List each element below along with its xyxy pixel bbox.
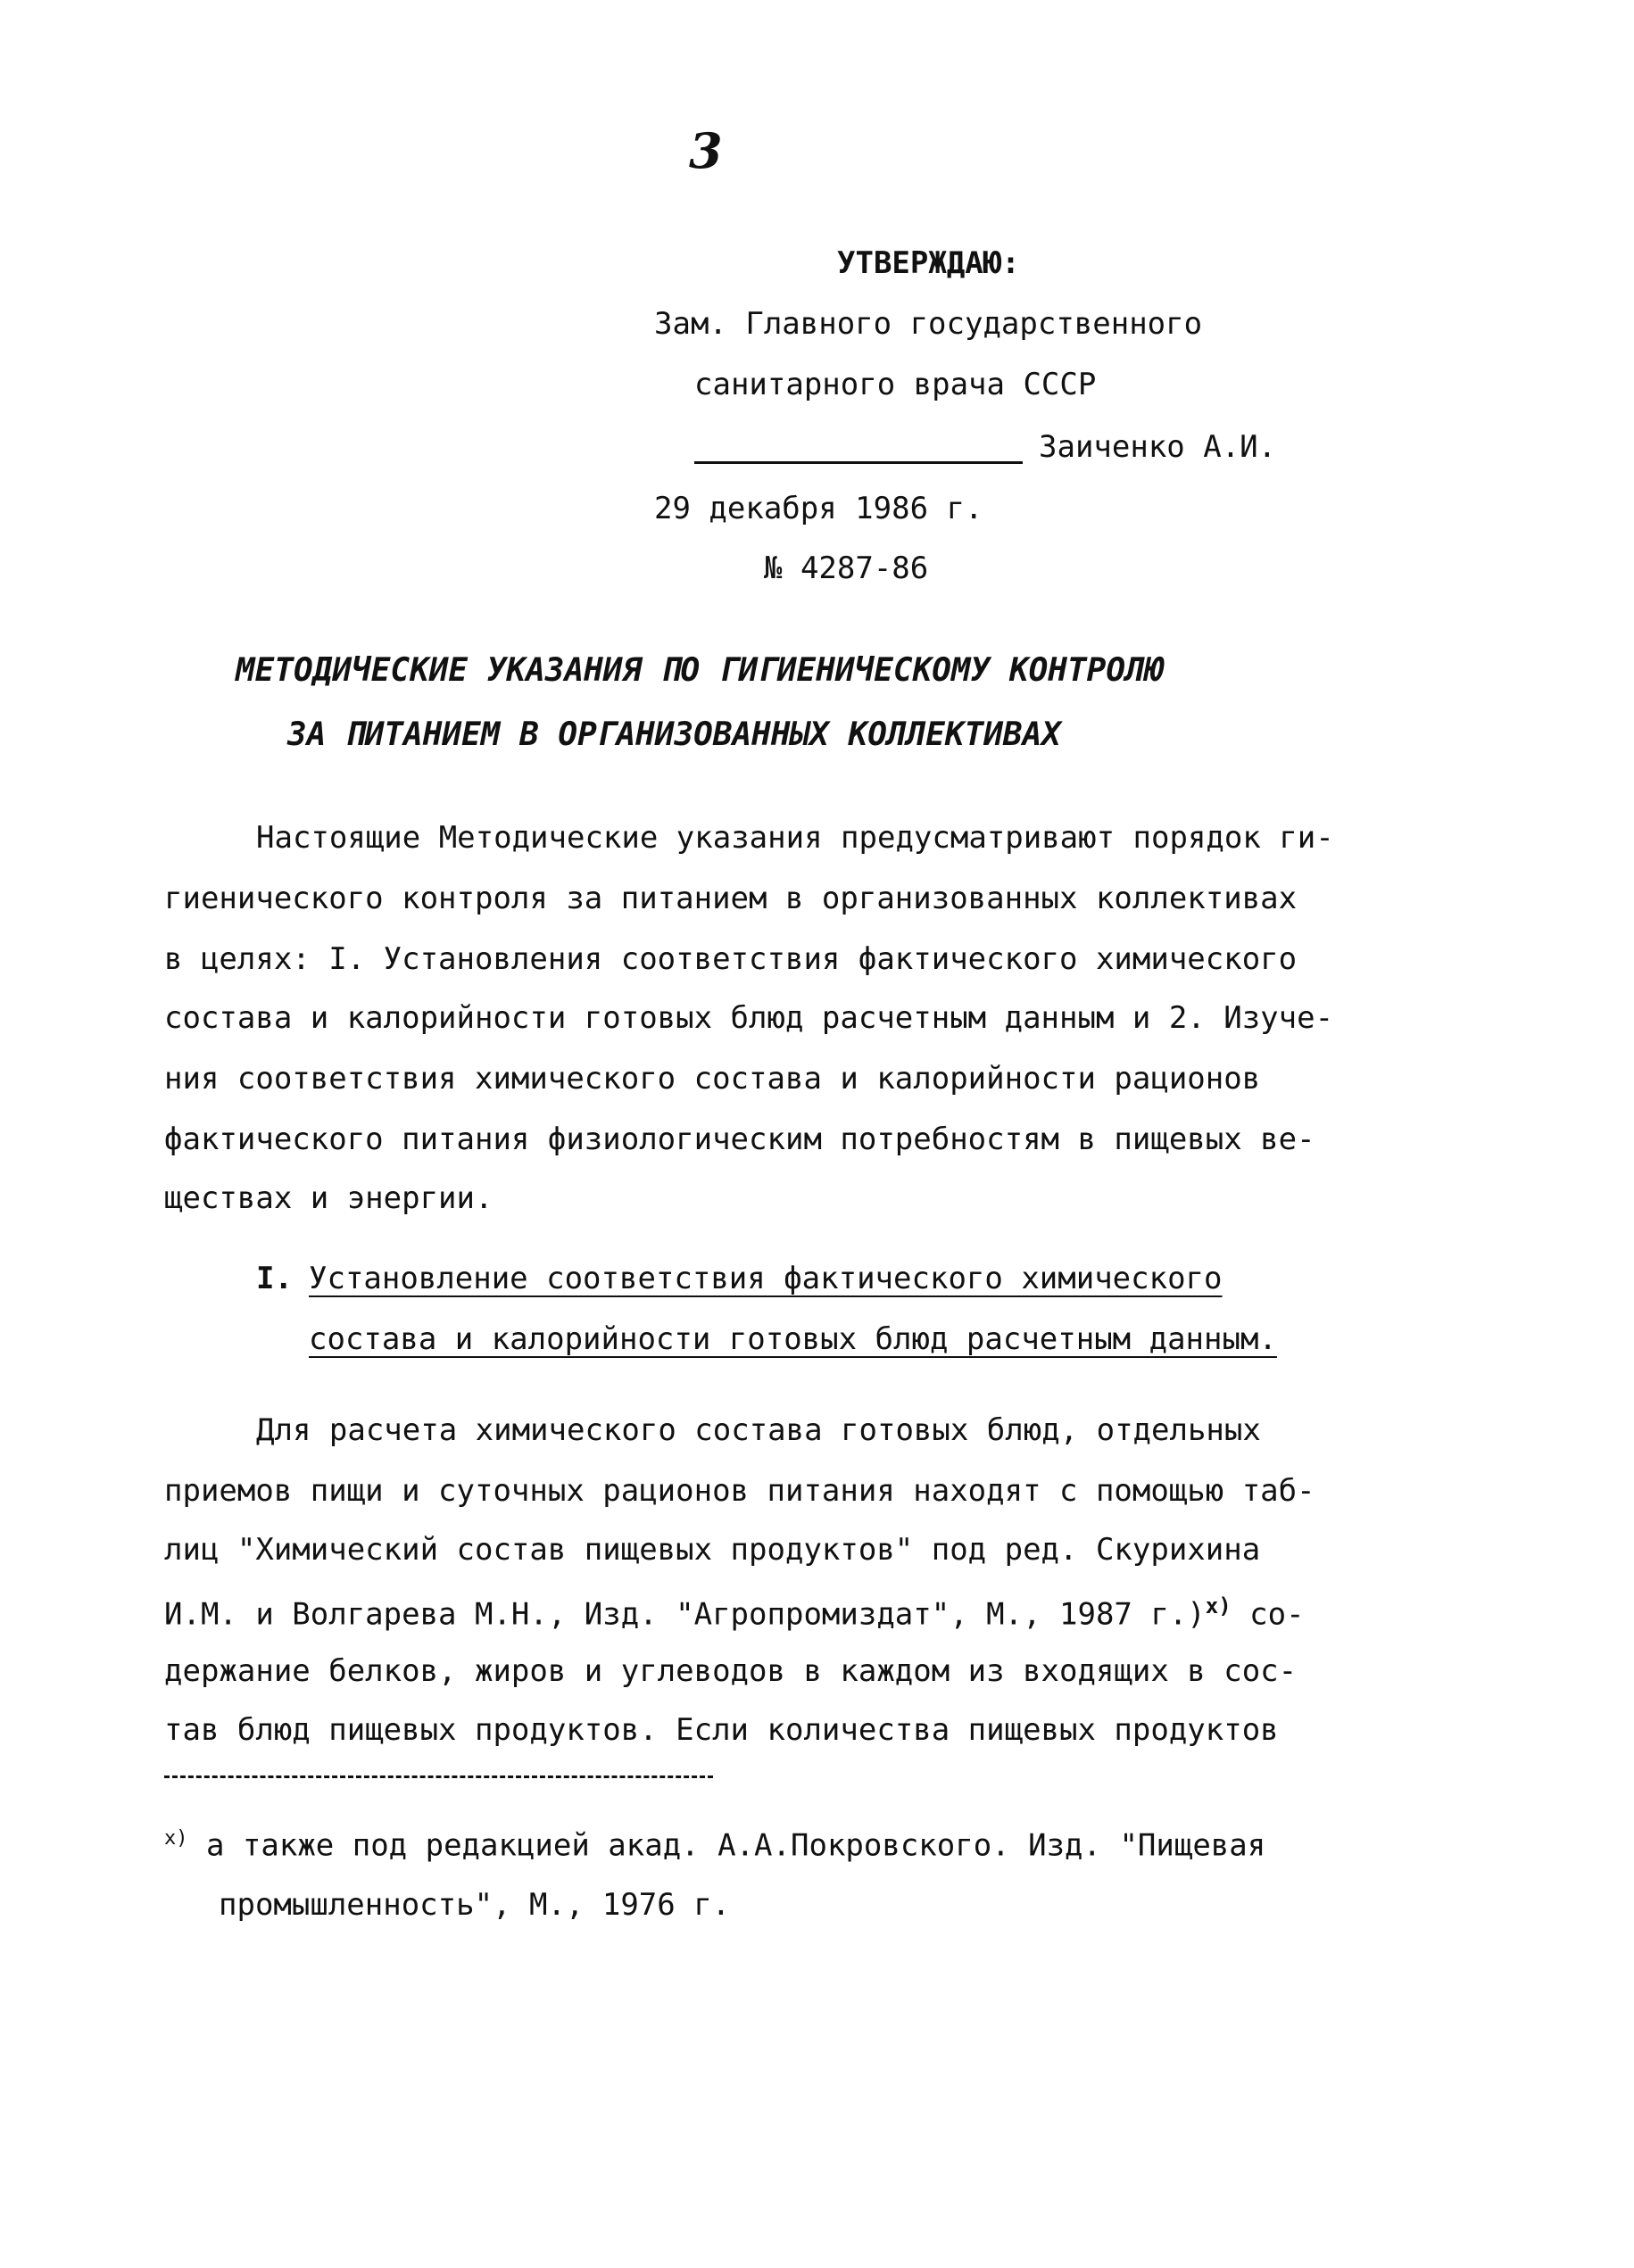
intro-line: ния соответствия химического состава и калорийности рационов [164,1061,1261,1097]
approval-signatory: Заиченко А.И. [1039,429,1277,465]
body-line-text: И.М. и Волгарева М.Н., Изд. "Агропромиздат", М., 1987 г.) [164,1596,1206,1633]
body-line [164,1593,1305,1633]
body-line: приемов пищи и суточных рационов питания находят с помощью таб- [164,1473,1315,1509]
section-heading-line2: состава и калорийности готовых блюд расчетным данным. [309,1321,1277,1357]
approval-number: № 4287-86 [764,550,929,586]
intro-line: в целях: I. Установления соответствия фактического химического [164,941,1298,977]
body-line: Для расчета химического состава готовых блюд, отдельных [256,1412,1261,1448]
approval-position-line1: Зам. Главного государственного [654,306,1203,342]
footnote-separator [164,1775,713,1778]
page-number: 3 [689,122,723,179]
intro-line: состава и калорийности готовых блюд расчетным данным и 2. Изуче- [164,1000,1334,1036]
body-line: тав блюд пищевых продуктов. Если количества пищевых продуктов [164,1712,1279,1748]
approval-heading: УТВЕРЖДАЮ: [837,245,1020,281]
footnote-line2: промышленность", М., 1976 г. [219,1887,731,1923]
footnote-mark: x) [164,1827,188,1850]
body-line: лиц "Химический состав пищевых продуктов" под ред. Скурихина [164,1532,1261,1568]
body-line-tail: со- [1231,1596,1305,1633]
intro-line: Настоящие Методические указания предусматривают порядок ги- [256,820,1334,856]
footnote-reference: x) [1205,1593,1232,1618]
body-line: держание белков, жиров и углеводов в каждом из входящих в сос- [164,1653,1298,1689]
intro-line: фактического питания физиологическим потребностям в пищевых ве- [164,1122,1315,1157]
intro-line: ществах и энергии. [164,1180,494,1216]
footnote-line1 [164,1827,1266,1864]
section-heading-line1: Установление соответствия фактического химического [309,1261,1223,1296]
document-title-line2: ЗА ПИТАНИЕМ В ОРГАНИЗОВАННЫХ КОЛЛЕКТИВАХ [287,716,1061,753]
signature-line [694,461,1023,464]
intro-line: гиенического контроля за питанием в организованных коллективах [164,881,1298,916]
document-title-line1: МЕТОДИЧЕСКИЕ УКАЗАНИЯ ПО ГИГИЕНИЧЕСКОМУ КОНТРОЛЮ [236,652,1165,689]
section-number: I. [256,1261,293,1296]
approval-date: 29 декабря 1986 г. [654,491,983,526]
approval-position-line2: санитарного врача СССР [694,367,1097,402]
footnote-text: а также под редакцией акад. А.А.Покровского. Изд. "Пищевая [187,1827,1266,1864]
